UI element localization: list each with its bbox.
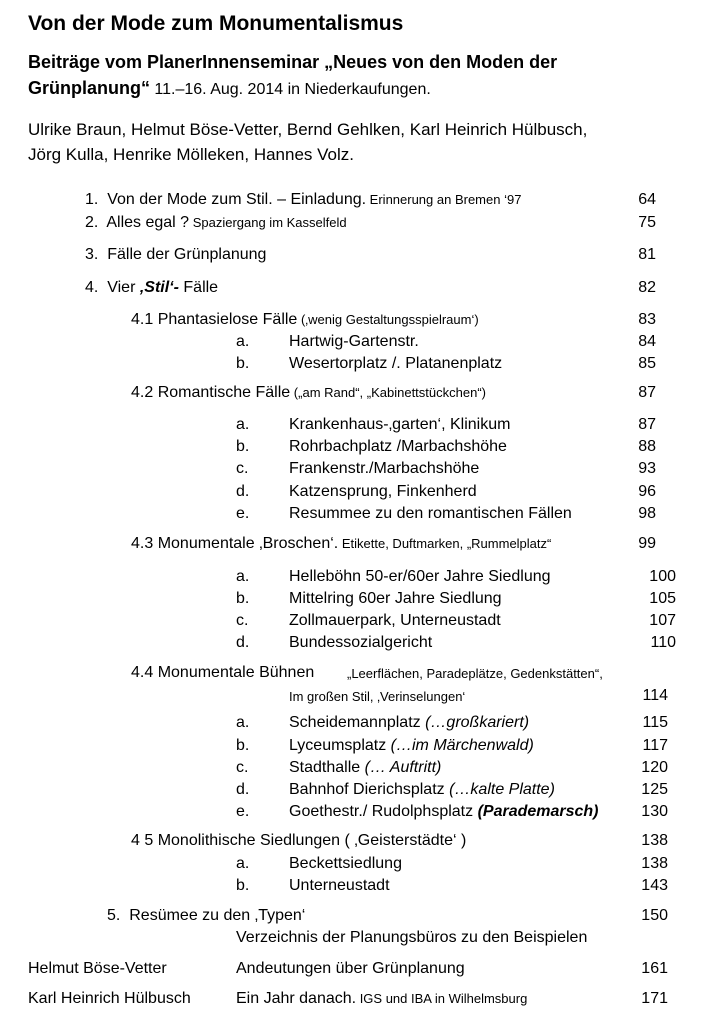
toc-subitem: Bundessozialgericht (289, 634, 433, 651)
toc-page: 150 (641, 907, 668, 924)
authors-line-1: Ulrike Braun, Helmut Böse-Vetter, Bernd Gehlken, Karl Heinrich Hülbusch, (28, 120, 588, 139)
toc-text: Lyceumsplatz (289, 737, 391, 754)
toc-text-emphasis: (… Auftritt) (364, 759, 442, 776)
toc-page: 93 (638, 460, 656, 477)
toc-text: Von der Mode zum Stil. – Einladung. (107, 191, 367, 208)
toc-page: 143 (641, 877, 668, 894)
toc-entry-footer-2 (236, 990, 527, 1008)
toc-subitem (289, 803, 599, 821)
toc-subitem: Resummee zu den romantischen Fällen (289, 505, 572, 522)
toc-entry-2 (85, 214, 347, 232)
toc-section-4-2 (131, 384, 486, 402)
toc-text: 4.2 Romantische Fälle (131, 384, 291, 401)
toc-letter: c. (236, 759, 249, 776)
toc-letter: a. (236, 416, 250, 433)
toc-note: Spaziergang im Kasselfeld (189, 215, 347, 230)
toc-subitem: Katzensprung, Finkenherd (289, 483, 477, 500)
toc-subitem (289, 781, 555, 799)
toc-text: 4.3 Monumentale ‚Broschen‘. (131, 535, 339, 552)
toc-text: Vier (107, 279, 140, 296)
page-title: Von der Mode zum Monumentalismus (28, 12, 404, 35)
subtitle-line-1: Beiträge vom PlanerInnenseminar „Neues von den Moden der (28, 52, 558, 72)
toc-text-emphasis: (…großkariert) (425, 714, 530, 731)
toc-page: 138 (641, 832, 668, 849)
toc-letter: a. (236, 855, 250, 872)
toc-text-emphasis: (Parademarsch) (477, 803, 599, 820)
toc-page: 130 (641, 803, 668, 820)
toc-note: Im großen Stil, ‚Verinselungen‘ (289, 689, 466, 704)
toc-page: 110 (650, 634, 676, 651)
toc-subitem: Helleböhn 50-er/60er Jahre Siedlung (289, 568, 551, 585)
toc-section-4-4 (131, 664, 314, 682)
toc-note: („am Rand“, „Kabinettstückchen“) (290, 385, 486, 400)
toc-text: Fälle (178, 279, 219, 296)
toc-subitem: Frankenstr./Marbachshöhe (289, 460, 480, 477)
toc-text-emphasis: (…kalte Platte) (449, 781, 555, 798)
toc-letter: b. (236, 877, 250, 894)
toc-letter: b. (236, 737, 250, 754)
authors-line-2: Jörg Kulla, Henrike Mölleken, Hannes Volz. (28, 145, 354, 164)
toc-page: 100 (649, 568, 676, 585)
toc-page: 125 (641, 781, 668, 798)
toc-page: 82 (638, 279, 656, 296)
toc-note: (‚wenig Gestaltungsspielraum‘) (297, 312, 479, 327)
toc-text: Ein Jahr danach. (236, 990, 357, 1007)
toc-num: 3. (85, 246, 99, 263)
subtitle-line-2 (28, 78, 431, 99)
toc-letter: a. (236, 333, 250, 350)
toc-page: 75 (638, 214, 656, 231)
toc-letter: a. (236, 714, 250, 731)
toc-page: 85 (638, 355, 656, 372)
toc-section-4-1 (131, 311, 479, 329)
toc-page: 105 (649, 590, 676, 607)
toc-page: 87 (638, 416, 656, 433)
toc-page: 88 (638, 438, 656, 455)
toc-note: Erinnerung an Bremen ‘97 (366, 192, 522, 207)
toc-num: 4. (85, 279, 99, 296)
toc-letter: e. (236, 505, 250, 522)
toc-text: Alles egal ? (106, 214, 190, 231)
toc-subitem: Mittelring 60er Jahre Siedlung (289, 590, 502, 607)
toc-page: 114 (642, 687, 668, 704)
toc-page: 81 (638, 246, 656, 263)
toc-note: IGS und IBA in Wilhelmsburg (356, 991, 528, 1006)
toc-entry-4 (85, 279, 218, 297)
toc-letter: d. (236, 483, 250, 500)
toc-author: Helmut Böse-Vetter (28, 960, 167, 977)
toc-subitem: Hartwig-Gartenstr. (289, 333, 419, 350)
toc-page: 96 (638, 483, 656, 500)
toc-page: 171 (641, 990, 668, 1007)
toc-letter: b. (236, 355, 250, 372)
toc-page: 87 (638, 384, 656, 401)
toc-page: 115 (642, 714, 668, 731)
toc-letter: b. (236, 438, 250, 455)
toc-letter: a. (236, 568, 250, 585)
toc-page: 161 (641, 960, 668, 977)
toc-letter: e. (236, 803, 250, 820)
toc-subitem: Wesertorplatz /. Platanenplatz (289, 355, 503, 372)
toc-text-emphasis: ‚Stil‘- (139, 279, 179, 296)
toc-text: Bahnhof Dierichsplatz (289, 781, 450, 798)
toc-entry-5 (107, 907, 305, 925)
toc-note: Etikette, Duftmarken, „Rummelplatz“ (338, 536, 552, 551)
toc-page: 99 (638, 535, 656, 552)
toc-page: 64 (638, 191, 656, 208)
toc-page: 120 (641, 759, 668, 776)
toc-page: 107 (649, 612, 676, 629)
toc-subitem: Zollmauerpark, Unterneustadt (289, 612, 501, 629)
toc-page: 84 (638, 333, 656, 350)
toc-letter: d. (236, 781, 250, 798)
toc-text: Scheidemannplatz (289, 714, 426, 731)
toc-letter: d. (236, 634, 250, 651)
toc-subitem (289, 714, 529, 732)
toc-subitem (289, 737, 534, 755)
toc-subitem: Beckettsiedlung (289, 855, 402, 872)
toc-subitem: Krankenhaus-‚garten‘, Klinikum (289, 416, 511, 433)
toc-page: 98 (638, 505, 656, 522)
toc-entry-1 (85, 191, 521, 209)
subtitle-dates: 11.–16. Aug. 2014 in Niederkaufungen. (149, 81, 431, 98)
toc-entry-3 (85, 246, 266, 264)
toc-letter: c. (236, 460, 249, 477)
toc-section-4-3 (131, 535, 551, 553)
toc-text: Stadthalle (289, 759, 365, 776)
toc-page: 83 (638, 311, 656, 328)
toc-num: 5. (107, 907, 121, 924)
toc-author: Karl Heinrich Hülbusch (28, 990, 191, 1007)
toc-subitem (289, 759, 441, 777)
toc-text-emphasis: (…im Märchenwald) (390, 737, 534, 754)
toc-subitem: Unterneustadt (289, 877, 390, 894)
toc-subline: Verzeichnis der Planungsbüros zu den Beispielen (236, 929, 588, 946)
toc-num: 2. (85, 214, 99, 231)
toc-text: Andeutungen über Grünplanung (236, 960, 465, 977)
toc-letter: b. (236, 590, 250, 607)
toc-page: 138 (641, 855, 668, 872)
toc-note: „Leerflächen, Paradeplätze, Gedenkstätten“, (347, 666, 603, 681)
toc-text: Goethestr./ Rudolphsplatz (289, 803, 478, 820)
toc-text: Fälle der Grünplanung (107, 246, 267, 263)
toc-section-4-5: 4 5 Monolithische Siedlungen ( ‚Geisterstädte‘ ) (131, 832, 467, 849)
toc-text: 4.1 Phantasielose Fälle (131, 311, 298, 328)
toc-page: 117 (642, 737, 668, 754)
toc-subitem: Rohrbachplatz /Marbachshöhe (289, 438, 507, 455)
toc-letter: c. (236, 612, 249, 629)
toc-text: 4.4 Monumentale Bühnen (131, 664, 315, 681)
toc-text: Resümee zu den ‚Typen‘ (129, 907, 306, 924)
toc-num: 1. (85, 191, 99, 208)
subtitle-bold: Grünplanung“ (28, 78, 150, 98)
